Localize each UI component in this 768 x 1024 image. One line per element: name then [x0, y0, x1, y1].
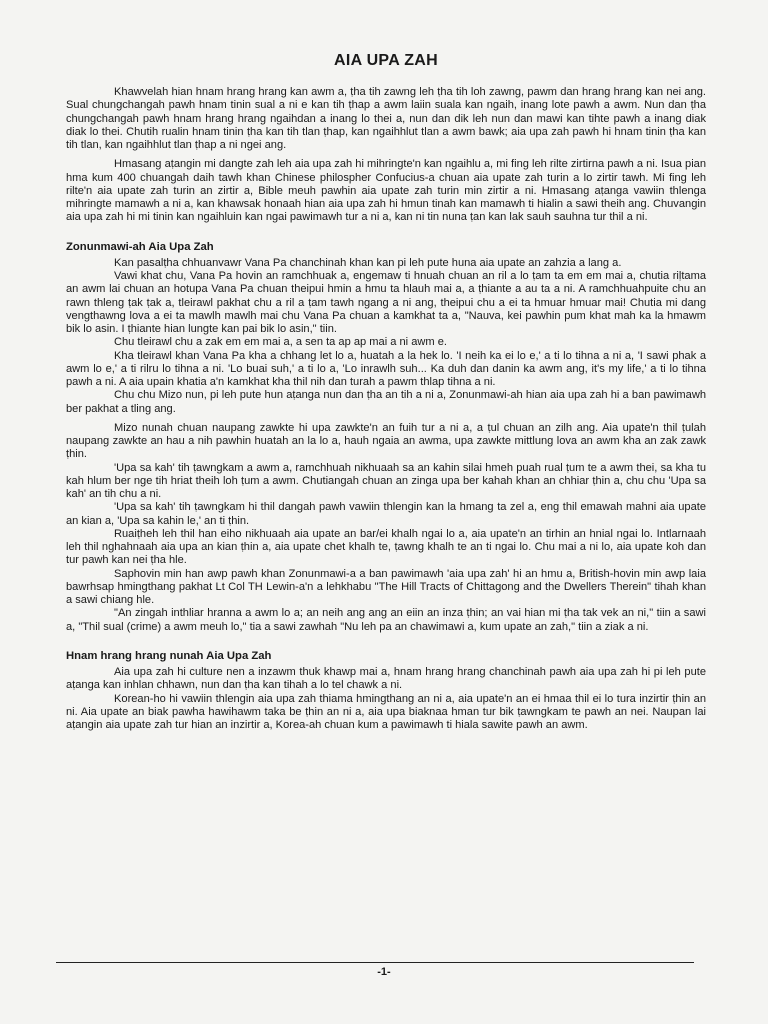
- section1-paragraph-5: Chu chu Mizo nun, pi leh pute hun aṭanga nun dan ṭha an tih a ni a, Zonunmawi-ah hian aia upa zah hi a ban pawimawh ber pakhat a tling ang.: [66, 389, 706, 415]
- section1-paragraph-8: 'Upa sa kah' tih ṭawngkam hi thil dangah pawh vawiin thlengin kan la hmang ta zel a, eng thil emawah mahni aia upate an kian a, 'Upa sa kahin le,' an ti ṭhin.: [66, 501, 706, 527]
- intro-paragraph-1: Khawvelah hian hnam hrang hrang kan awm a, ṭha tih zawng leh ṭha tih loh zawng, pawm dan hrang hrang kan nei ang. Sual chungchangah pawh hnam tinin sual a ni e kan tih ṭhap a awm laiin suala kan ngaih, inang lote pawh a awm. Nun dan ṭha chungchangah pawh hnam hrang hrang ngaihdan a inang lo thei a, nun dan dik leh nun dan mawi kan tihte pawh a inang diak diak lo thei. Chutih rualin hnam tinin ṭha kan tih tlan ṭhap, kan ngaihhlut tlan a awm bawk; aia upa zah pawh hi hnam tinin ṭha kan tih tlan, kan ngaihhlut tlan ṭhap a ni ngei ang.: [66, 86, 706, 151]
- section1-paragraph-3: Chu tleirawl chu a zak em em mai a, a sen ta ap ap mai a ni awm e.: [114, 336, 447, 349]
- section-heading-zonunmawi: Zonunmawi-ah Aia Upa Zah: [66, 240, 214, 253]
- section1-paragraph-7: 'Upa sa kah' tih ṭawngkam a awm a, ramchhuah nikhuaah sa an kahin silai hmeh puah rual ṭum te a awm thei, sa kha tu kah hlum ber nge tih hriat theih loh ṭum a awm. Chutiangah chuan an zinga upa ber kahah khan an chhiar ṭhin a, chu chu 'Upa sa kah' an tih chu a ni.: [66, 461, 706, 500]
- section1-paragraph-1: Kan pasalṭha chhuanvawr Vana Pa chanchinah khan kan pi leh pute huna aia upate an zahzia a lang a.: [114, 256, 622, 269]
- section1-paragraph-4: Kha tleirawl khan Vana Pa kha a chhang let lo a, huatah a la hek lo. 'I neih ka ei lo e,' a ti lo tihna a ni a, 'I sawi phak a awm lo e,' a ti rilru lo tihna a ni. 'Lo buai suh,' a ti lo a, 'Lo inrawlh suh... Ka duh dan danin ka awm ang, it's my life,' a ti lo tihna pawh a ni. A aia upain khatia a'n kamkhat kha thil nih dan turah a pawm thlap tihna a ni.: [66, 349, 706, 388]
- section2-paragraph-1: Aia upa zah hi culture nen a inzawm thuk khawp mai a, hnam hrang hrang chanchinah pawh aia upa zah hi pi leh pute aṭanga kan inhlan chhawn, nun dan ṭha kan tihah a lo tel chawk a ni.: [66, 666, 706, 692]
- section1-paragraph-10: Saphovin min han awp pawh khan Zonunmawi-a a ban pawimawh 'aia upa zah' hi an hmu a, British-hovin min awp laia bawrhsap hmingthang pakhat Lt Col TH Lewin-a'n a lehkhabu "The Hill Tracts of Chittagong and the Dwellers Therein" tihah khan a sawi chiang hle.: [66, 567, 706, 606]
- section1-paragraph-11: "An zingah inthliar hranna a awm lo a; an neih ang ang an eiin an inza ṭhin; an vai hian mi ṭha tak vek an ni," tiin a sawi a, "Thil sual (crime) a awm meuh lo," tia a sawi zawhah "Nu leh pa an chawimawi a, kum upate an zah," tiin a ziak a ni.: [66, 607, 706, 633]
- section2-paragraph-2: Korean-ho hi vawiin thlengin aia upa zah thiama hmingthang an ni a, aia upate'n an ei hmaa thil ei lo tura inzirtir ṭhin an ni. Aia upate an biak pawha hawihawm taka be ṭhin an ni a, aia upa biaknaa hman tur bik ṭawngkam te pawh an nei. Naupan lai aṭangin aia upate zah tur hian an inzirtir a, Korea-ah chuan kum a pawimawh ti hiala sawite pawh an awm.: [66, 692, 706, 731]
- footer-divider: [56, 962, 694, 963]
- document-title: AIA UPA ZAH: [333, 52, 439, 69]
- section1-paragraph-9: Ruaiṭheh leh thil han eiho nikhuaah aia upate an bar/ei khalh ngai lo a, aia upate'n an tirhin an hnial ngai lo. Intlarnaah leh thil nghahnaah aia upa an kian ṭhin a, aia upate chet khalh te, ṭawng khalh te an ti ngai lo. Chu mai a ni lo, aia upate koh dan tur pawh kan nei ṭha hle.: [66, 527, 706, 567]
- page-number: -1-: [377, 966, 391, 978]
- section1-paragraph-2: Vawi khat chu, Vana Pa hovin an ramchhuak a, engemaw ti hnuah chuan an ril a lo ṭam ta em em mai a, chutia riḷtama an awm lai chuan an hotupa Vana Pa chuan theipui hmin a hmu ta hlauh mai a, a ṭhiante a au ta a ni. A ramchhuahpuite chu an rawn thleng ṭak ṭak a, tleirawl pakhat chu a ril a ṭam tawh ngang a ni ang, theipui chu a ei ta hmuar hmuar mai! Chutia mi dang vengthawng lova a ei ta mawlh mawlh mai chu Vana Pa chuan a kamkhat ta a, "Nauva, kei pawhin pum khat mah ka la hmawm bik lo asin. I ṭhiante hian lungte kan pai bik lo asin," tiin.: [66, 270, 706, 335]
- intro-paragraph-2: Hmasang aṭangin mi dangte zah leh aia upa zah hi mihringte'n kan ngaihlu a, mi fing leh rilte zirtirna pawh a ni. Isua pian hma kum 400 chuangah daih tawh khan Chinese philospher Confucius-a chuan aia upate zah turin a lo zirtir tawh. Mi fing leh rilte'n aia upate zah turin an zirtir a, Bible meuh pawhin aia upate zah turin min zirtir a ni. Hmasang aṭanga vawiin thlenga mihringte mamawh a ni a, kan khawsak honaah hian aia upa zah hi hmun tinah kan mamawh ti hialin a sawi theih ang. Chuvangin aia upa zah hi mi tinin kan ngaihluin kan ngai pawimawh tur a ni a, kan ni tin nuna ṭan kan lak sauh sauhna tur thil a ni.: [66, 158, 706, 224]
- section1-paragraph-6: Mizo nunah chuan naupang zawkte hi upa zawkte'n an fuih tur a ni a, a ṭul chuan an zilh ang. Aia upate'n thil ṭulah naupang zawkte an hau a nih pawhin huatah an la lo a, hauh ngaia an awma, upa zawkte mittlung lova an awm kha an zak zawk ṭhin.: [66, 421, 706, 461]
- document-page: [66, 52, 706, 988]
- section-heading-hnam-hrang: Hnam hrang hrang nunah Aia Upa Zah: [66, 649, 272, 662]
